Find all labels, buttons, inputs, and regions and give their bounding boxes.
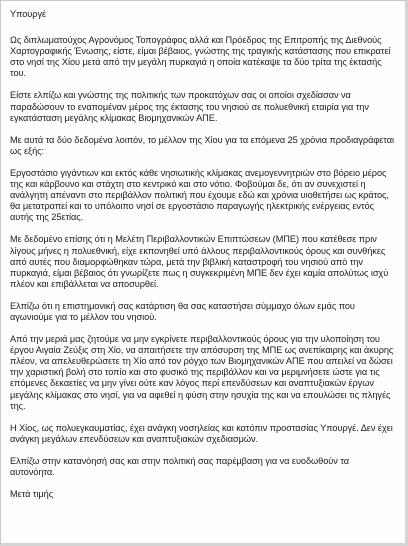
letter-paragraph-1: Ως διπλωματούχος Αγρονόμος Τοπογράφος αλλά και Πρόεδρος της Επιτροπής της Διεθνούς Χαρτογραφικής Ένωσης, είστε, είμαι βέβαιος, γνώστης της τραγικής κατάστασης που επικρατεί στο νησί της Χίου μετά από την μεγάλη πυρκαγιά η οποία κατέκαψε τα δύο τρίτα της έκτασής του.: [10, 35, 391, 79]
letter-body: [1, 1, 405, 500]
letter-greeting: Υπουργέ: [10, 9, 47, 19]
letter-paragraph-7: Από την μεριά μας ζητούμε να μην εγκρίνετε περιβαλλοντικούς όρους για την υλοποίηση του έργου Αιγαία Ζεύξις στη Χίο, να απαιτήσετε την απόσυρση της ΜΠΕ ως ανεπίκαιρης και άκυρης πλέον, να απελευθερώσετε τη Χίο από τον ρόγχο των Βιομηχανικών ΑΠΕ που απειλεί να δώσει την χαριστική βολή στο τοπίο και στο φυσικό της περιβάλλον και να μεριμνήσετε ώστε για τις επόμενες δεκαετίες να μην γίνει ούτε καν λόγος περί επενδύσεων και αναπτυξιακών έργων μεγάλης κλίμακας στο νησί, για να αφεθεί η φύση στην ησυχία της και να επουλώσει τις πληγές της.: [10, 334, 394, 411]
letter-paragraph-3: Με αυτά τα δύο δεδομένα λοιπόν, το μέλλον της Χίου για τα επόμενα 25 χρόνια προδιαγράφεται ως εξής:: [10, 134, 394, 156]
letter-closing: Μετά τιμής: [10, 489, 54, 500]
letter-paragraph-9: Ελπίζω στην κατανόησή σας και στην πολιτική σας παρέμβαση για να ευοδωθούν τα αυτονόητα.: [10, 455, 350, 477]
letter-paragraph-5: Με δεδομένο επίσης ότι η Μελέτη Περιβαλλοντικών Επιπτώσεων (ΜΠΕ) που κατέθεσε πριν λίγους μήνες η πολυεθνική, είχε εκπονηθεί υπό άλλους περιβαλλοντικούς όρους και συνθήκες από αυτές που διαμορφώθηκαν τώρα, μετά την βιβλική καταστροφή του νησιού από την πυρκαγιά, είμαι βέβαιος ότι γνωρίζετε πως η συγκεκριμένη ΜΠΕ δεν έχει καμία απολύτως ισχύ πλέον και επιβάλλεται να αποσυρθεί.: [10, 234, 389, 289]
letter-paragraph-2: Είστε ελπίζω και γνώστης της πολιτικής των προκατόχων σας οι οποίοι σχεδίασαν να παραδώσουν το εναπομέναν μέρος της έκτασης του νησιού σε πολυεθνική εταιρία για την εγκατάσταση μεγάλης κλίμακας Βιομηχανικών ΑΠΕ.: [10, 90, 369, 123]
letter-paragraph-4: Εργοστάσιο γιγάντιων και εκτός κάθε νησιωτικής κλίμακας ανεμογεννητριών στο βόρειο μέρος της και κάρβουνο και στάχτη στο κεντρικό και στο νότιο. Φοβούμαι δε, ότι αν συνεχιστεί η ανάλγητη απέναντι στο περιβάλλον πολιτική που έχουμε εδώ και χρόνια υιοθετήσει ως κράτος, θα μετατραπεί και το υπόλοιπο νησί σε εργοστάσιο παραγωγής ηλεκτρικής ενέργειας εντός αυτής της 25ετίας.: [10, 167, 389, 223]
letter-paragraph-6: Ελπίζω ότι η επιστημονική σας κατάρτιση θα σας καταστήσει σύμμαχο όλων εμάς που αγωνιούμε για το μέλλον του νησιού.: [10, 300, 355, 322]
letter-paragraph-8: Η Χίος, ως πολυεγκαυματίας, έχει ανάγκη νοσηλείας και κατόπιν προστασίας Υπουργέ. Δεν έχει ανάγκη μεγάλων επενδύσεων και αναπτυξιακών σχεδιασμών.: [10, 422, 393, 444]
